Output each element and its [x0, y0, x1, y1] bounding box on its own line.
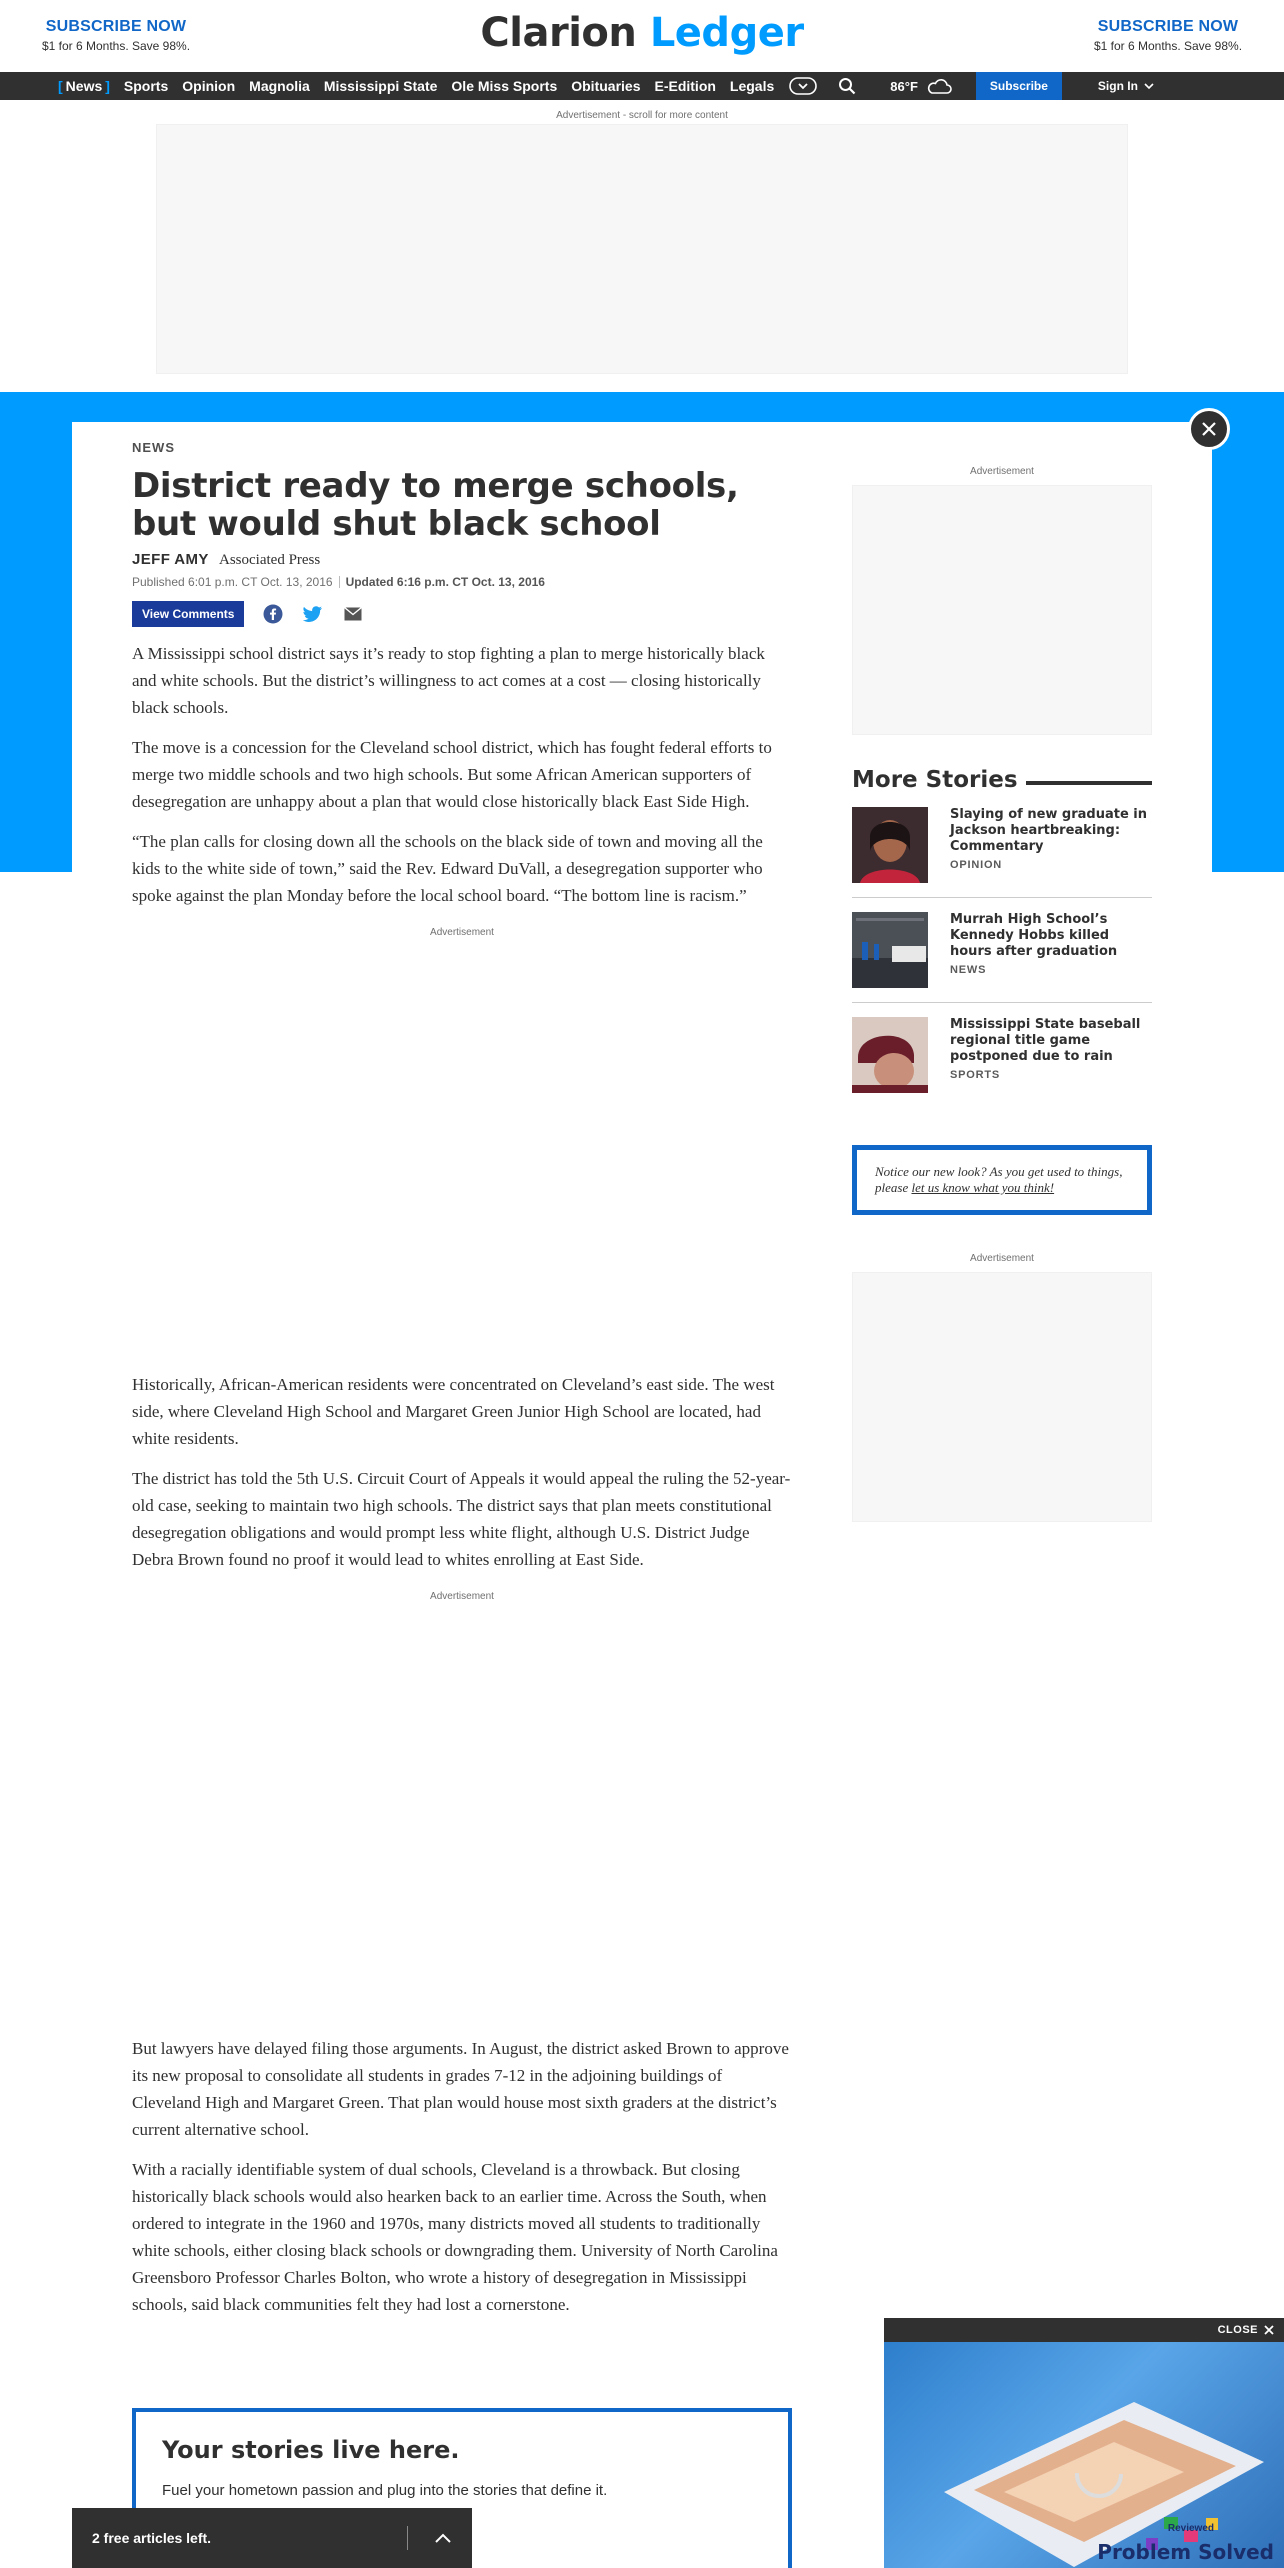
sidebar-ad-label: Advertisement — [970, 1253, 1034, 1264]
inline-ad-slot[interactable] — [132, 938, 792, 1358]
inline-ad-label: Advertisement — [430, 927, 494, 938]
article-paragraph: Historically, African-American residents were concentrated on Cleveland’s east side. The west side, where Cleveland High School and Margaret Green Junior High School are located, had white residents. — [132, 1375, 775, 1448]
article-headline: District ready to merge schools, but would shut black school — [132, 466, 739, 544]
feedback-text: Notice our new look? As you get used to things, please — [875, 1164, 1123, 1195]
story-title[interactable]: Murrah High School’s Kennedy Hobbs killed hours after graduation — [950, 912, 1118, 959]
video-close-button[interactable] — [884, 2318, 1284, 2342]
video-player[interactable] — [884, 2318, 1284, 2568]
top-ad-label: Advertisement - scroll for more content — [556, 110, 728, 121]
twitter-icon[interactable] — [302, 603, 324, 625]
nav-item-sports[interactable]: Sports — [123, 78, 169, 94]
article-paragraph: The move is a concession for the Cleveland school district, which has fought federal efforts to merge two middle schools and two high schools. But some African American supporters of desegregation are unhappy about a plan that would close historically black East Side High. — [132, 738, 772, 811]
published-date: Published 6:01 p.m. CT Oct. 13, 2016 — [132, 575, 333, 589]
chevron-down-icon — [1144, 82, 1154, 90]
logo-word-ledger[interactable]: Ledger — [649, 10, 804, 56]
promo-title: Your stories live here. — [162, 2436, 460, 2464]
story-tag: NEWS — [950, 964, 987, 976]
subscribe-promo-right[interactable] — [1068, 18, 1268, 53]
dateline — [132, 575, 792, 589]
story-item[interactable] — [852, 898, 1152, 1003]
nav-item-e-edition[interactable]: E-Edition — [654, 78, 716, 94]
cloud-icon — [926, 78, 952, 94]
sidebar-ad-slot[interactable] — [852, 485, 1152, 735]
video-close-label: CLOSE — [1217, 2324, 1258, 2336]
subscribe-title[interactable]: SUBSCRIBE NOW — [45, 18, 187, 35]
byline — [132, 551, 792, 569]
logo-word-clarion[interactable]: Clarion — [480, 10, 637, 56]
close-button[interactable] — [1188, 408, 1230, 450]
nav-item-magnolia[interactable]: Magnolia — [249, 78, 310, 94]
feedback-link[interactable]: let us know what you think! — [911, 1180, 1055, 1195]
free-bar-divider — [407, 2526, 408, 2550]
facebook-icon[interactable] — [262, 603, 284, 625]
author-source: Associated Press — [219, 552, 321, 568]
inline-ad-slot[interactable] — [132, 1602, 792, 2022]
article-paragraph: A Mississippi school district says it’s ready to stop fighting a plan to merge historically black and white schools. But the district’s willingness to act comes at a cost — closing historically black schools. — [132, 644, 765, 717]
nav-item-legals[interactable]: Legals — [729, 78, 775, 94]
story-thumbnail[interactable] — [852, 912, 928, 988]
sidebar — [852, 466, 1152, 1522]
nav-item-opinion[interactable]: Opinion — [182, 78, 236, 94]
video-reviewed-label: Reviewed — [1167, 2523, 1214, 2534]
story-thumbnail[interactable] — [852, 1017, 928, 1093]
article-paragraph: With a racially identifiable system of dual schools, Cleveland is a throwback. But closing historically black schools would also hearken back to an earlier time. Across the South, when ordered to integrate in the 1960 and 1970s, many districts moved all students to traditionally white schools, either closing black schools or downgrading them. University of North Carolina Greensboro Professor Charles Bolton, who wrote a history of desegregation in Mississippi schools, said black communities felt they had lost a cornerstone. — [132, 2160, 778, 2314]
story-thumbnail[interactable] — [852, 807, 928, 883]
subscribe-button[interactable]: Subscribe — [976, 72, 1062, 100]
more-stories-rule — [1026, 781, 1152, 785]
weather-widget[interactable] — [890, 78, 952, 94]
article-paragraph: The district has told the 5th U.S. Circuit Court of Appeals it would appeal the ruling the 52-year-old case, seeking to maintain two high schools. The district says that plan meets constitutional desegregation obligations and would prompt less white flight, although U.S. District Judge Debra Brown found no proof it would lead to whites enrolling at East Side. — [132, 1469, 791, 1569]
view-comments-button[interactable]: View Comments — [132, 601, 244, 627]
sign-in-button[interactable] — [1098, 79, 1154, 93]
section-label[interactable]: NEWS — [132, 440, 175, 455]
story-item[interactable] — [852, 793, 1152, 898]
close-icon — [1202, 422, 1216, 436]
chevron-up-icon[interactable] — [428, 2523, 458, 2553]
masthead — [0, 0, 1284, 72]
story-title[interactable]: Mississippi State baseball regional title game postponed due to rain — [950, 1017, 1141, 1064]
main-nav — [0, 72, 1284, 100]
story-title[interactable]: Slaying of new graduate in Jackson heartbreaking: Commentary — [950, 807, 1148, 854]
story-tag: OPINION — [950, 859, 1003, 871]
story-item[interactable] — [852, 1003, 1152, 1107]
date-divider — [339, 576, 340, 588]
free-articles-bar[interactable] — [72, 2508, 472, 2568]
sidebar-ad-label: Advertisement — [970, 466, 1034, 477]
video-thumbnail — [884, 2342, 1284, 2568]
nav-item-obituaries[interactable]: Obituaries — [571, 78, 641, 94]
close-icon — [1264, 2325, 1274, 2335]
feedback-box — [852, 1145, 1152, 1215]
subscribe-title[interactable]: SUBSCRIBE NOW — [1097, 18, 1239, 35]
more-menu-icon[interactable] — [788, 76, 818, 96]
more-stories-title: More Stories — [852, 767, 1018, 793]
top-banner-ad[interactable] — [156, 124, 1128, 374]
sidebar-ad-slot[interactable] — [852, 1272, 1152, 1522]
article — [132, 440, 792, 2318]
weather-temp: 86°F — [890, 78, 918, 94]
story-tag: SPORTS — [950, 1069, 1001, 1081]
promo-subtitle: Fuel your hometown passion and plug into the stories that define it. — [162, 2482, 608, 2499]
article-paragraph: But lawyers have delayed filing those arguments. In August, the district asked Brown to approve its new proposal to consolidate all students in grades 7-12 in the adjoining buildings of Cleveland High and Margaret Green. That plan would house most sixth graders at the district’s current alternative school. — [132, 2039, 789, 2139]
article-paragraph: “The plan calls for closing down all the schools on the black side of town and moving all the kids to the white side of town,” said the Rev. Edward DuVall, a desegregation supporter who spoke against the plan Monday before the local school board. “The bottom line is racism.” — [132, 832, 763, 905]
nav-item-mississippi-state[interactable]: Mississippi State — [323, 78, 438, 94]
free-articles-text: 2 free articles left. — [92, 2530, 212, 2546]
updated-date: Updated 6:16 p.m. CT Oct. 13, 2016 — [345, 575, 545, 589]
video-frame[interactable] — [884, 2342, 1284, 2568]
author-name[interactable]: JEFF AMY — [132, 551, 209, 568]
sign-in-label: Sign In — [1097, 79, 1138, 93]
email-icon[interactable] — [342, 603, 364, 625]
inline-ad-label: Advertisement — [430, 1591, 494, 1602]
subscribe-offer[interactable]: $1 for 6 Months. Save 98%. — [1093, 39, 1243, 53]
nav-item-ole-miss-sports[interactable]: Ole Miss Sports — [451, 78, 558, 94]
article-actions — [132, 601, 792, 627]
more-stories-header — [852, 767, 1152, 793]
nav-item-news[interactable]: [ News ] — [58, 78, 110, 94]
video-brand-title: Problem Solved — [1097, 2540, 1274, 2564]
search-icon[interactable] — [832, 76, 862, 96]
subscribe-offer[interactable]: $1 for 6 Months. Save 98%. — [41, 39, 191, 53]
